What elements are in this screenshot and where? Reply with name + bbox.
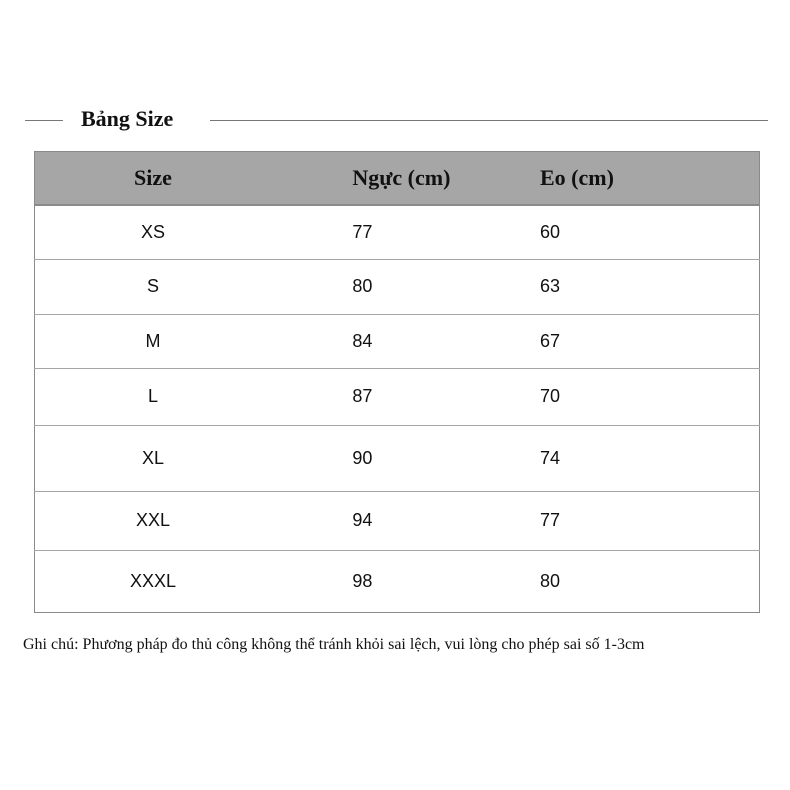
size-cell: L [35, 368, 335, 425]
waist-cell: 60 [519, 205, 760, 259]
chest-cell: 90 [334, 425, 519, 491]
size-cell: XL [35, 425, 335, 491]
size-cell: XXXL [129, 570, 177, 591]
table-row [35, 491, 760, 550]
waist-cell: 80 [539, 570, 561, 591]
waist-cell: 63 [519, 259, 760, 314]
table-row [35, 205, 760, 259]
chest-cell: 87 [334, 368, 519, 425]
size-cell: XXL [35, 491, 335, 550]
chest-cell: 98 [352, 570, 373, 591]
title-row [0, 104, 790, 138]
table-row [35, 368, 760, 425]
chest-cell: 77 [334, 205, 519, 259]
header-waist: Eo (cm) [519, 152, 760, 206]
table-row [35, 259, 760, 314]
chest-cell: 84 [334, 314, 519, 368]
header-size: Size [35, 152, 335, 206]
header-chest: Ngực (cm) [334, 152, 519, 206]
title-divider-left [25, 120, 63, 121]
waist-cell: 77 [519, 491, 760, 550]
size-cell: S [35, 259, 335, 314]
size-cell: M [35, 314, 335, 368]
chest-cell: 94 [334, 491, 519, 550]
title-divider-right [210, 120, 768, 121]
size-cell: XS [35, 205, 335, 259]
chest-cell: 80 [334, 259, 519, 314]
waist-cell: 67 [519, 314, 760, 368]
table-row [35, 550, 760, 612]
size-table [34, 151, 760, 613]
waist-cell: 70 [519, 368, 760, 425]
page-title: Bảng Size [81, 106, 174, 131]
table-row [35, 425, 760, 491]
waist-cell: 74 [519, 425, 760, 491]
table-row [35, 314, 760, 368]
measurement-note: Ghi chú: Phương pháp đo thủ công không thể tránh khỏi sai lệch, vui lòng cho phép sai số 1-3cm [23, 636, 645, 653]
table-header-row [35, 152, 760, 206]
